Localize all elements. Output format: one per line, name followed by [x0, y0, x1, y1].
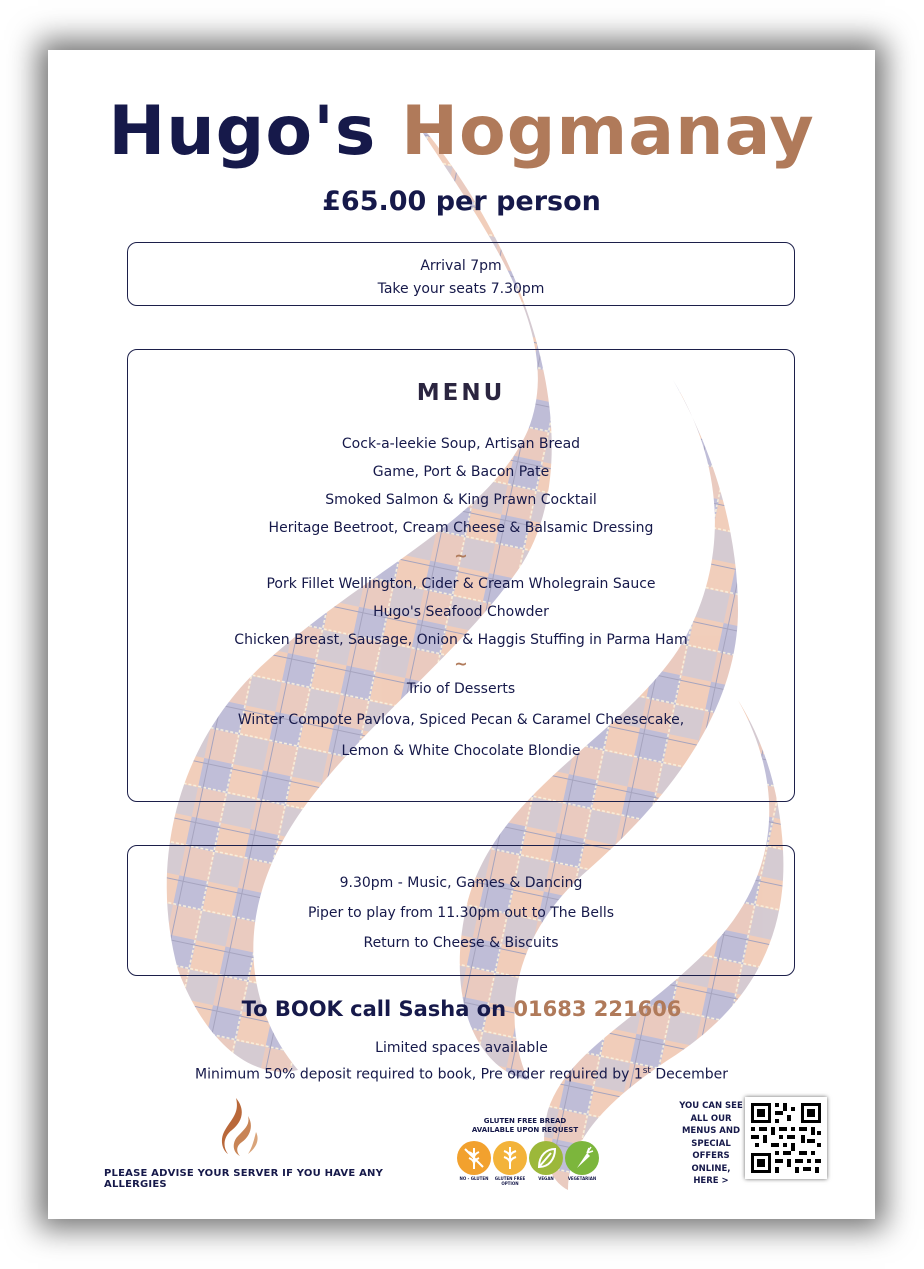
diet-label: VEGAN — [538, 1176, 554, 1181]
qr-caption — [674, 1100, 748, 1188]
gluten-free-option-icon — [493, 1141, 527, 1175]
dietary-icons — [457, 1141, 599, 1186]
vegetarian-carrot-icon — [565, 1141, 599, 1175]
menu-heading: MENU — [416, 380, 506, 406]
allergy-notice: PLEASE ADVISE YOUR SERVER IF YOU HAVE ANY ALLERGIES — [104, 1168, 384, 1190]
deposit-text: Minimum 50% deposit required to book, Pre order required by 1 — [194, 1066, 643, 1083]
deposit-month: December — [650, 1066, 729, 1083]
dessert-item: Lemon & White Chocolate Blondie — [341, 743, 581, 759]
deposit-sup: st — [642, 1066, 651, 1076]
evening-box — [127, 845, 795, 976]
no-gluten-icon — [457, 1141, 491, 1175]
menu-poster — [48, 50, 875, 1219]
deposit-note — [48, 1060, 875, 1087]
booking-line — [48, 997, 875, 1021]
starter-item: Cock-a-leekie Soup, Artisan Bread — [341, 436, 581, 452]
vegan-leaf-icon — [529, 1141, 563, 1175]
qr-caption-line: MENUS AND — [681, 1126, 741, 1136]
main-item: Hugo's Seafood Chowder — [373, 604, 549, 620]
qr-caption-line: ALL OUR — [690, 1113, 732, 1124]
evening-item: 9.30pm - Music, Games & Dancing — [339, 875, 583, 891]
starter-item: Heritage Beetroot, Cream Cheese & Balsamic Dressing — [268, 520, 654, 536]
qr-caption-line: HERE > — [693, 1176, 729, 1186]
page-title — [48, 90, 875, 174]
qr-caption-line: SPECIAL — [691, 1138, 731, 1149]
main-item: Pork Fillet Wellington, Cider & Cream Wholegrain Sauce — [266, 576, 656, 592]
gf-line: AVAILABLE UPON REQUEST — [471, 1126, 579, 1134]
title-hugos: Hugo's — [108, 92, 377, 171]
qr-caption-line: YOU CAN SEE — [679, 1101, 743, 1111]
qr-caption-line: OFFERS ONLINE, — [691, 1151, 731, 1174]
main-item: Chicken Breast, Sausage, Onion & Haggis Stuffing in Parma Ham — [234, 632, 688, 648]
course-divider: ~ — [454, 654, 468, 673]
evening-item: Return to Cheese & Biscuits — [363, 935, 559, 951]
flame-logo-icon — [218, 1096, 264, 1158]
diet-label: VEGETARIAN — [567, 1176, 597, 1181]
gf-line: GLUTEN FREE BREAD — [483, 1117, 567, 1125]
limited-spaces: Limited spaces available — [375, 1040, 548, 1056]
starter-item: Smoked Salmon & King Prawn Cocktail — [325, 492, 597, 508]
evening-item: Piper to play from 11.30pm out to The Bells — [307, 905, 615, 921]
gluten-free-notice — [460, 1117, 590, 1135]
course-divider: ~ — [454, 546, 468, 565]
dessert-item: Winter Compote Pavlova, Spiced Pecan & Caramel Cheesecake, — [237, 712, 685, 728]
title-hogmanay: Hogmanay — [401, 92, 815, 171]
starter-item: Game, Port & Bacon Pate — [372, 464, 550, 480]
dessert-item: Trio of Desserts — [406, 681, 516, 697]
qr-code[interactable] — [745, 1097, 827, 1179]
price-per-person: £65.00 per person — [322, 186, 601, 217]
arrival-time: Arrival 7pm — [420, 258, 502, 274]
menu-box — [127, 349, 795, 802]
arrival-box — [127, 242, 795, 306]
seating-time: Take your seats 7.30pm — [377, 281, 545, 297]
diet-label: NO - GLUTEN — [459, 1176, 489, 1181]
booking-phone-link[interactable]: 01683 221606 — [513, 997, 682, 1021]
diet-label: GLUTEN FREE OPTION — [494, 1176, 526, 1186]
booking-text: To BOOK call Sasha on — [241, 997, 507, 1021]
